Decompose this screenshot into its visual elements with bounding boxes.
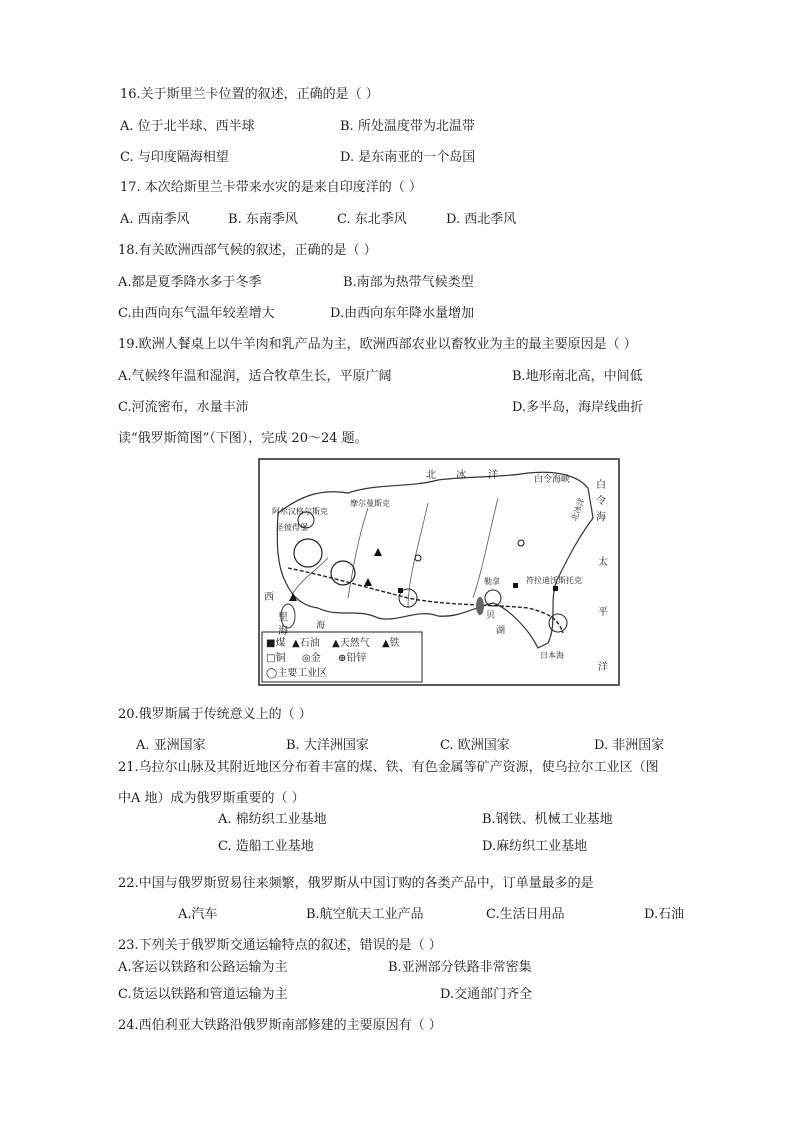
label-murmansk: 摩尔曼斯克 [350, 499, 390, 508]
legend-copper: □铜 [266, 653, 286, 664]
coal-symbol [513, 583, 518, 588]
q22-option-d: D.石油 [644, 907, 685, 922]
q19-stem: 19.欧洲人餐桌上以牛羊肉和乳产品为主，欧洲西部农业以畜牧业为主的最主要原因是（ ） [118, 337, 637, 352]
label-ling: 令 [596, 496, 606, 507]
q20-option-d: D. 非洲国家 [594, 738, 665, 753]
q21-option-d: D.麻纺织工业基地 [482, 839, 588, 854]
q20-option-b: B. 大洋洲国家 [286, 738, 369, 753]
label-vladivostok: 符拉迪沃斯托克 [526, 576, 582, 585]
q22-option-c: C.生活日用品 [486, 907, 565, 922]
q19-option-a: A.气候终年温和湿润，适合牧草生长，平原广阔 [118, 369, 392, 384]
q21-option-a: A. 棉纺织工业基地 [218, 812, 327, 827]
q16-option-d: D. 是东南亚的一个岛国 [340, 150, 476, 165]
label-arkhangelsk: 阿尔汉格尔斯克 [272, 507, 328, 516]
q22-stem: 22.中国与俄罗斯贸易往来频繁，俄罗斯从中国订购的各类产品中，订单量最多的是 [118, 876, 594, 891]
q24-stem: 24.西伯利亚大铁路沿俄罗斯南部修建的主要原因有（ ） [118, 1018, 442, 1033]
q17-stem: 17. 本次给斯里兰卡带来水灾的是来自印度洋的（ ） [120, 180, 422, 195]
q23-option-a: A.客运以铁路和公路运输为主 [118, 960, 288, 975]
label-hai: 海 [596, 512, 606, 523]
label-yang2: 洋 [598, 662, 608, 673]
q21-option-b: B.钢铁、机械工业基地 [482, 812, 613, 827]
lake-baikal [476, 597, 484, 615]
q16-option-c: C. 与印度隔海相望 [120, 150, 229, 165]
label-yang: 洋 [488, 470, 498, 481]
label-tai: 太 [598, 557, 608, 568]
coal-symbol [398, 588, 403, 593]
legend-coal: ■煤 [266, 638, 286, 649]
label-xi: 西 [264, 592, 274, 603]
label-north-arctic: 北冰洋 [569, 496, 587, 523]
label-bing: 冰 [456, 470, 466, 481]
q21-stem-line1: 21.乌拉尔山脉及其附近地区分布着丰富的煤、铁、有色金属等矿产资源，使乌拉尔工业区（图 [118, 760, 659, 775]
q21-stem-line2: 中A 地）成为俄罗斯重要的（ ） [118, 791, 305, 806]
label-bering-strait: 白令海峡 [534, 475, 571, 485]
label-lena: 勒拿 [484, 577, 500, 586]
legend-iron: ▲铁 [382, 638, 400, 649]
q18-option-d: D.由西向东年降水量增加 [330, 306, 475, 321]
q16-option-b: B. 所处温度带为北温带 [340, 119, 475, 134]
q17-option-d: D. 西北季风 [446, 212, 517, 227]
q16-option-a: A. 位于北半球、西半球 [120, 119, 255, 134]
legend-lead-zinc: ⊕铅锌 [338, 653, 367, 664]
q20-option-c: C. 欧洲国家 [440, 738, 510, 753]
q20-option-a: A. 亚洲国家 [136, 738, 206, 753]
q23-option-c: C.货运以铁路和管道运输为主 [118, 987, 288, 1002]
legend-oil: ▲石油 [292, 638, 320, 649]
label-caspian: 海 [316, 621, 326, 631]
label-bai: 白 [596, 480, 606, 491]
q18-stem: 18.有关欧洲西部气候的叙述，正确的是（ ） [118, 243, 377, 258]
q19-option-c: C.河流密布，水量丰沛 [118, 400, 249, 415]
q22-option-a: A.汽车 [178, 907, 218, 922]
label-ping: 平 [598, 607, 608, 618]
q17-option-a: A. 西南季风 [120, 212, 190, 227]
q22-option-b: B.航空航天工业产品 [306, 907, 424, 922]
q16-stem: 16.关于斯里兰卡位置的叙述，正确的是（ ） [120, 87, 379, 102]
q23-option-b: B.亚洲部分铁路非常密集 [388, 960, 532, 975]
label-hai2: 海 [278, 626, 288, 637]
legend-gold: ◎金 [302, 653, 321, 664]
russia-map [258, 458, 620, 686]
map-reading-instruction: 读“俄罗斯简图”（下图），完成 20～24 题。 [118, 431, 368, 446]
q18-option-a: A.都是夏季降水多于冬季 [118, 275, 262, 290]
label-north: 北 [426, 470, 436, 481]
q17-option-b: B. 东南季风 [228, 212, 298, 227]
q19-option-b: B.地形南北高，中间低 [512, 369, 643, 384]
q19-option-d: D.多半岛，海岸线曲折 [512, 400, 644, 415]
legend-industrial-zone: ◯主要工业区 [266, 668, 328, 679]
q18-option-b: B.南部为热带气候类型 [343, 275, 474, 290]
q23-stem: 23.下列关于俄罗斯交通运输特点的叙述，错误的是（ ） [118, 938, 442, 953]
label-japan-sea: 日本海 [540, 651, 564, 660]
q21-option-c: C. 造船工业基地 [218, 839, 314, 854]
coal-symbol [553, 586, 558, 591]
label-li: 里 [278, 612, 288, 623]
q18-option-c: C.由西向东气温年较差增大 [118, 306, 275, 321]
label-st-petersburg: 圣彼得堡 [276, 523, 308, 532]
legend-gas: ▲天然气 [332, 638, 370, 649]
q17-option-c: C. 东北季风 [337, 212, 407, 227]
label-lake: 湖 [496, 626, 506, 636]
q23-option-d: D.交通部门齐全 [440, 987, 533, 1002]
q20-stem: 20.俄罗斯属于传统意义上的（ ） [118, 707, 312, 722]
label-baikal: 贝 [486, 611, 496, 621]
map-legend [262, 634, 422, 682]
